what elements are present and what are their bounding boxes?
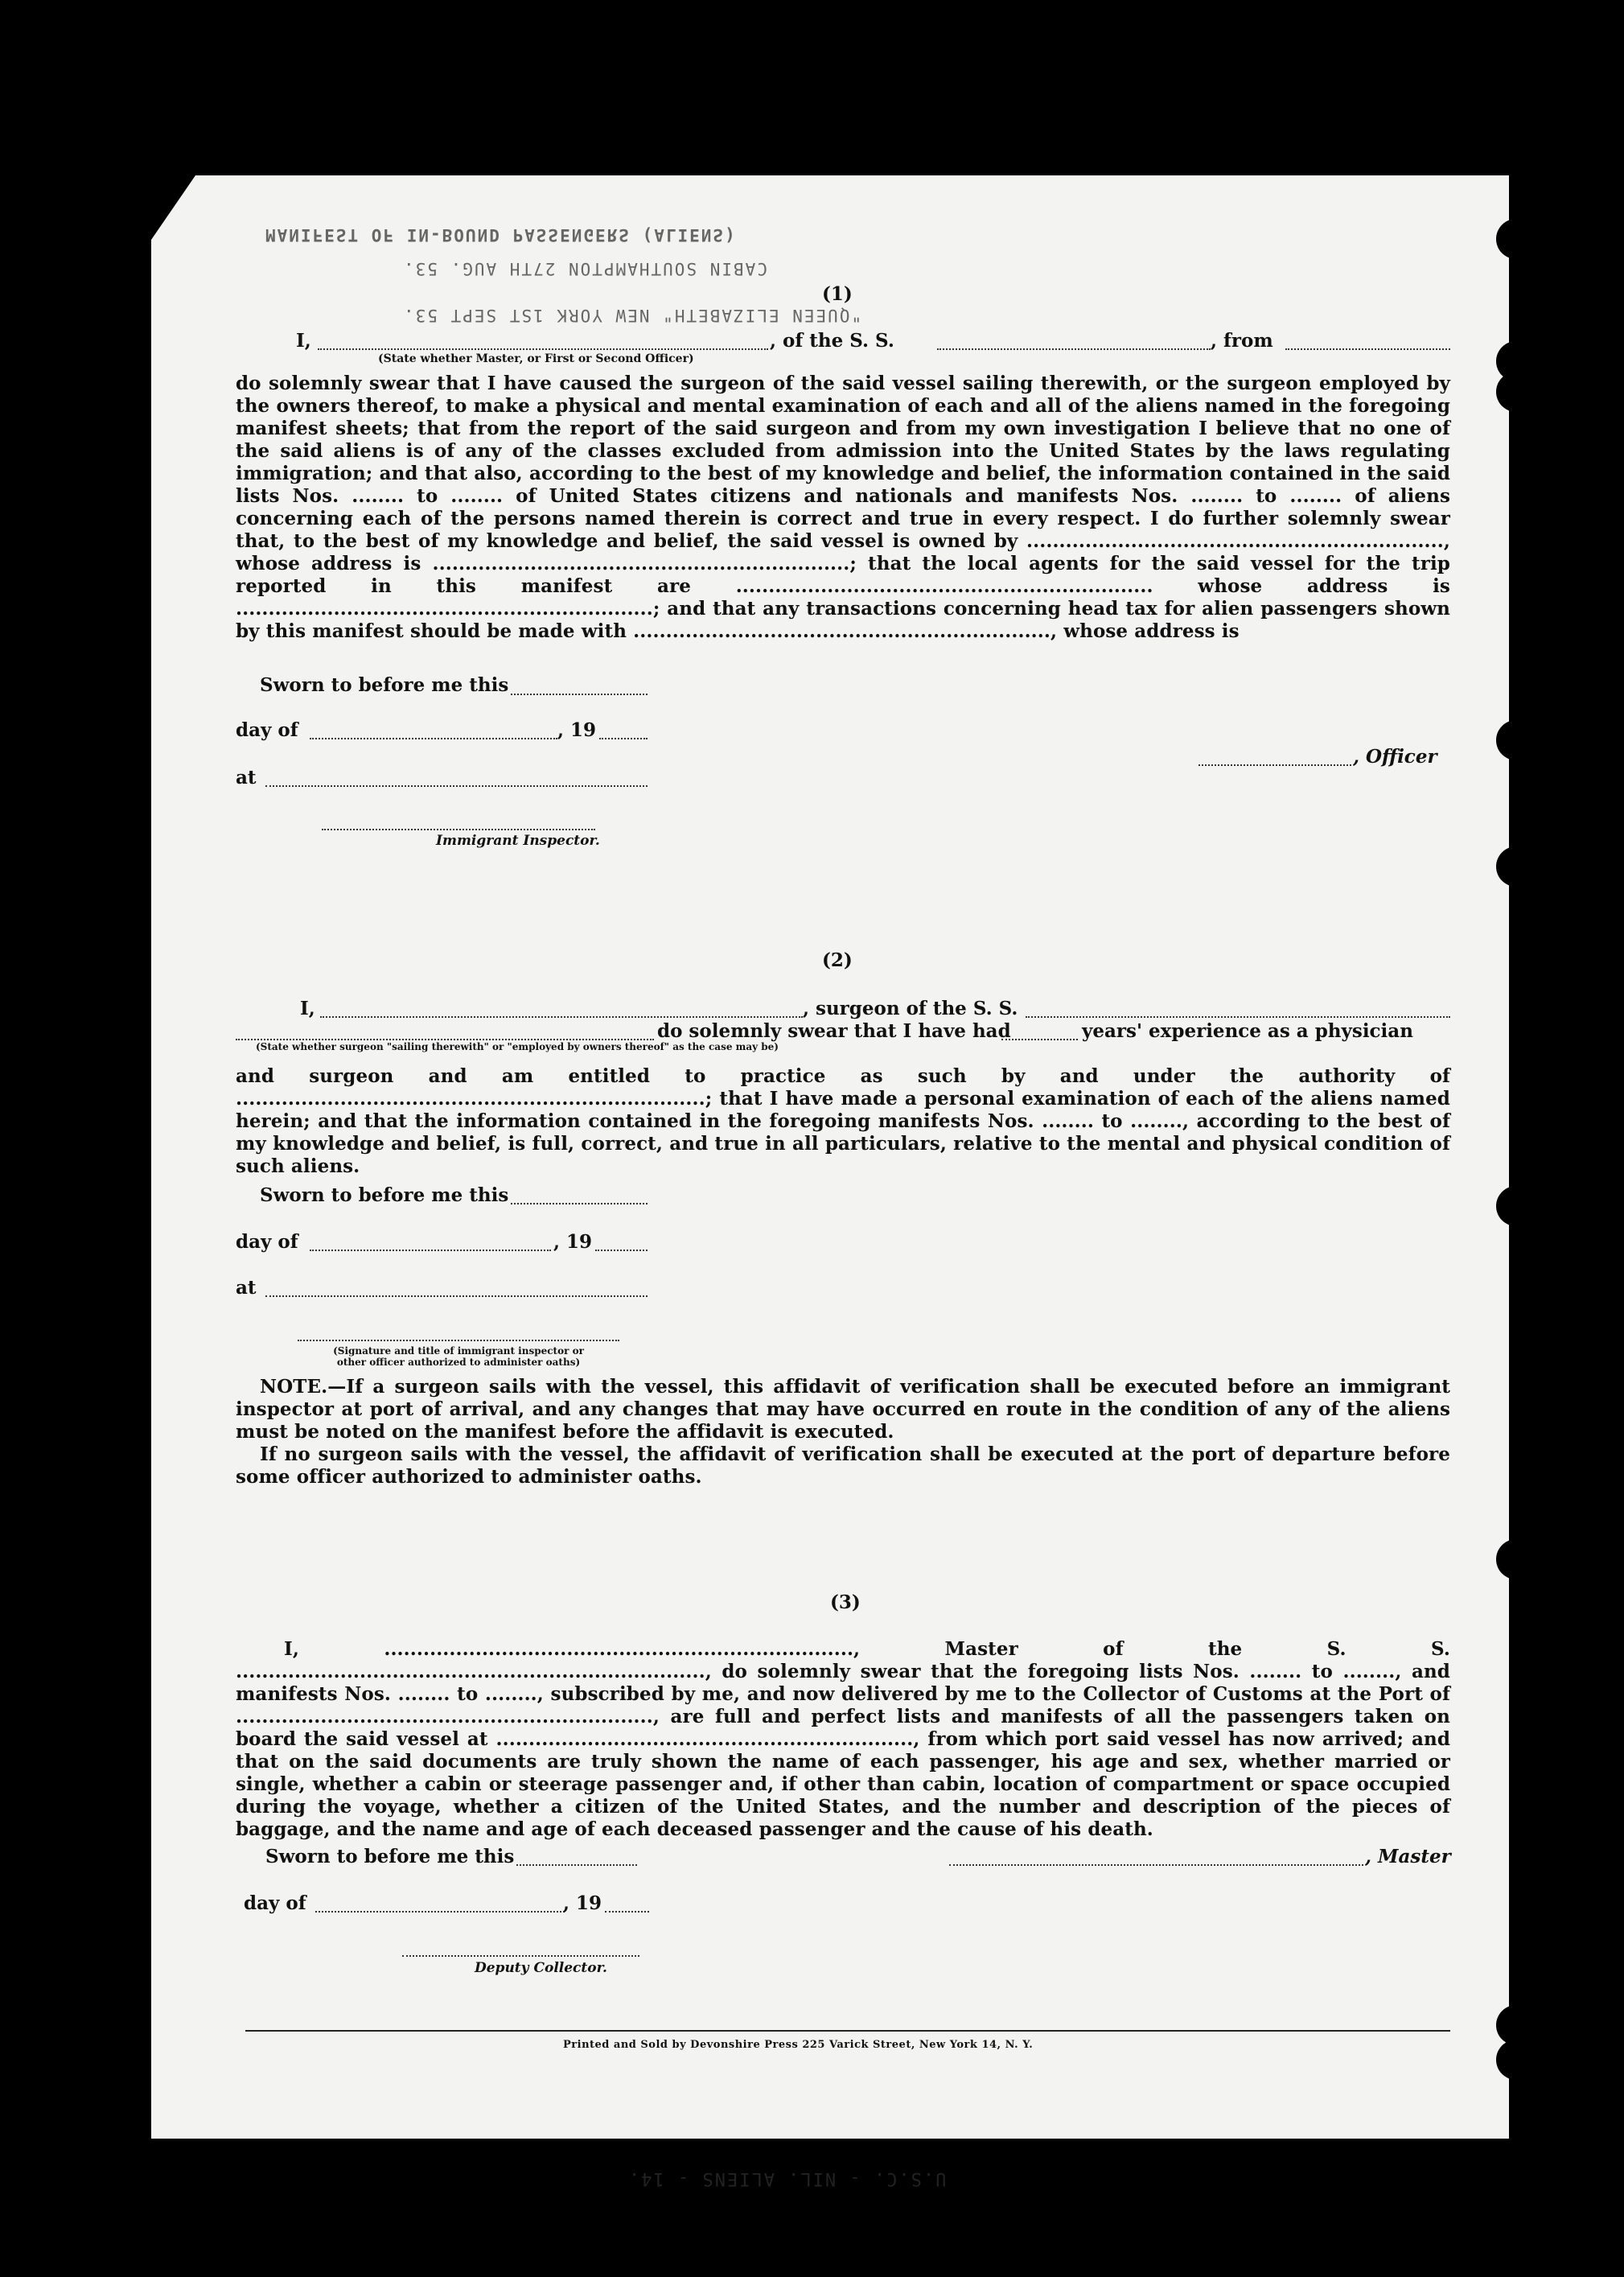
vessel-name-line: [937, 348, 1211, 350]
punch-hole: [1496, 1186, 1536, 1226]
bleed-through-top1: "QUEEN ELIZABETH" NEW YORK 1ST SEPT 53.: [402, 306, 862, 325]
from-label: , from: [1211, 330, 1273, 352]
officer-signature-line: [1198, 764, 1351, 766]
inspector-caption: Immigrant Inspector.: [436, 833, 600, 849]
at-line-2: [265, 1295, 648, 1297]
section-2-number: (2): [822, 949, 853, 971]
footer-rule: [245, 2030, 1450, 2032]
at-line-1: [265, 785, 648, 787]
master-label: , Master: [1365, 1846, 1451, 1867]
section-1-number: (1): [822, 283, 853, 305]
section-1-paragraph: do solemnly swear that I have caused the surgeon of the said vessel sailing therewith, or the surgeon employed by the owners thereof, to make a physical and mental examination of each and all of the aliens named in the foregoing manifest sheets; that from the report of the said surgeon and from my own investigation I believe that no one of the said aliens is of any of the classes excluded from admission into the United States by the laws regulating immigration; and that also, according to the best of my knowledge and belief, the information contained in the said lists Nos. ........ to ........ of United States citizens and nationals and manifests Nos. ........ to ........ of aliens concerning each of the persons named therein is correct and true in every respect. I do further solemnly swear that, to the best of my knowledge and belief, the said vessel is owned by ................................................................, whose address is ................................................................; that the local agents for the said vessel for the trip reported in this manifest are ................................................................ whose address is ................................................................; and that any transactions concerning head tax for alien passengers shown by this manifest should be made with ................................................................, whose address is: [236, 373, 1450, 642]
deputy-caption: Deputy Collector.: [475, 1960, 607, 1976]
year-label-1: , 19: [557, 719, 597, 741]
bleed-through-top2: CABIN SOUTHAMPTON 27TH AUG. 53.: [402, 259, 767, 278]
surgeon-vessel-line: [1026, 1016, 1450, 1018]
years-label: years' experience as a physician: [1082, 1020, 1413, 1042]
years-line: [1001, 1039, 1078, 1040]
sworn-label-3: Sworn to before me this: [265, 1846, 515, 1867]
day-line-3: [315, 1911, 565, 1913]
surgeon-name-line: [320, 1016, 803, 1018]
officer-caption: (State whether Master, or First or Second Officer): [378, 352, 694, 365]
officer-label: , Officer: [1353, 746, 1437, 768]
punch-hole: [1496, 2040, 1536, 2080]
sworn-label-2: Sworn to before me this: [260, 1184, 509, 1206]
day-line-1: [310, 738, 557, 739]
sworn-line-2: [511, 1203, 648, 1204]
section-3-number: (3): [830, 1591, 861, 1613]
note-label: NOTE.: [260, 1376, 328, 1398]
note-text: —If a surgeon sails with the vessel, this affidavit of verification shall be executed before an immigrant inspector at port of arrival, and any changes that may have occurred en route in the condition of any of the aliens must be noted on the manifest before the affidavit is executed.: [236, 1376, 1450, 1443]
bleed-through-header: MANIFEST OF IN-BOUND PASSENGERS (ALIENS): [265, 225, 737, 245]
sworn-line-3: [516, 1864, 637, 1866]
inspector-line: [322, 829, 595, 830]
signature-caption: (Signature and title of immigrant inspector or other officer authorized to administer oaths): [333, 1345, 584, 1368]
year-line-2: [595, 1250, 648, 1251]
note-paragraph-2: If no surgeon sails with the vessel, the affidavit of verification shall be executed at the port of departure before some officer authorized to administer oaths.: [236, 1443, 1450, 1488]
at-label-1: at: [236, 767, 257, 789]
surgeon-caption: (State whether surgeon "sailing therewith" or "employed by owners thereof" as the case may be): [256, 1041, 779, 1052]
day-label-2: day of: [236, 1231, 298, 1253]
note-paragraph: [236, 1376, 1450, 1443]
oath-i-label: I,: [296, 330, 311, 352]
deputy-line: [402, 1955, 639, 1957]
officer-name-line: [318, 348, 768, 350]
punch-hole: [1496, 846, 1536, 887]
sworn-line-1: [511, 694, 648, 695]
at-label-2: at: [236, 1277, 257, 1299]
year-line-1: [599, 738, 648, 739]
surgeon-type-line: [236, 1039, 654, 1040]
day-label-1: day of: [236, 719, 298, 741]
punch-hole: [1496, 372, 1536, 412]
printer-imprint: Printed and Sold by Devonshire Press 225 Varick Street, New York 14, N. Y.: [563, 2039, 1034, 2051]
bleed-through-bottom: U.S.C. - NIL. ALIENS - 14.: [627, 2168, 947, 2188]
sworn-label-1: Sworn to before me this: [260, 674, 509, 696]
punch-hole: [1496, 219, 1536, 259]
day-label-3: day of: [244, 1892, 306, 1914]
signature-line-2: [298, 1340, 619, 1341]
section-2-paragraph: and surgeon and am entitled to practice as such by and under the authority of ........................................................................; that I have made a personal examination of each of the aliens named herein; and that the information contained in the foregoing manifests Nos. ........ to ........, according to the best of my knowledge and belief, is full, correct, and true in all particulars, relative to the mental and physical condition of such aliens.: [236, 1065, 1450, 1177]
punch-hole: [1496, 1539, 1536, 1579]
surgeon-of-label: , surgeon of the S. S.: [803, 998, 1018, 1019]
vessel-label: , of the S. S.: [770, 330, 894, 352]
surgeon-i-label: I,: [300, 998, 315, 1019]
punch-hole: [1496, 720, 1536, 760]
year-label-2: , 19: [553, 1231, 593, 1253]
do-swear-label: do solemnly swear that I have had: [657, 1020, 1011, 1042]
year-label-3: , 19: [563, 1892, 602, 1914]
from-port-line: [1285, 348, 1450, 350]
section-3-paragraph: I, ........................................................................, Master of the S. S. ........................................................................, do solemnly swear that the foregoing lists Nos. ........ to ........, and manifests Nos. ........ to ........, subscribed by me, and now delivered by me to the Collector of Customs at the Port of ................................................................, are full and perfect lists and manifests of all the passengers taken on board the said vessel at ................................................................, from which port said vessel has now arrived; and that on the said documents are truly shown the name of each passenger, his age and sex, whether married or single, whether a cabin or steerage passenger and, if other than cabin, location of compartment or space occupied during the voyage, whether a citizen of the United States, and the number and description of the pieces of baggage, and the name and age of each deceased passenger and the cause of his death.: [236, 1638, 1450, 1840]
year-line-3: [605, 1911, 649, 1913]
master-signature-line: [949, 1864, 1363, 1866]
day-line-2: [310, 1250, 551, 1251]
